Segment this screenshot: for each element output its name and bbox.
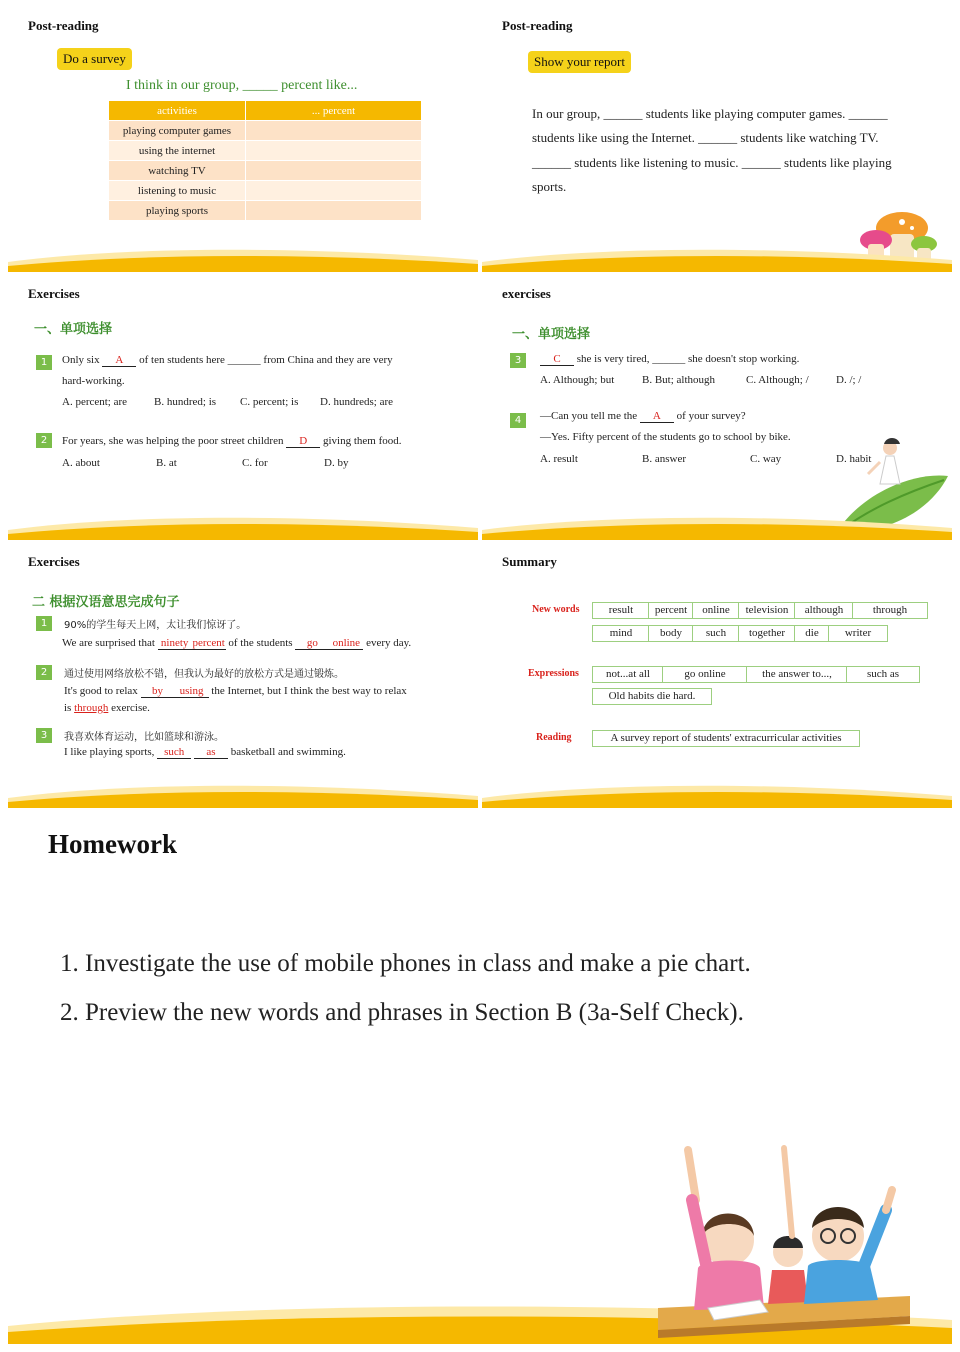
question-3-line: C she is very tired, ______ she doesn't stop working.	[540, 353, 799, 366]
option[interactable]: A. result	[540, 453, 578, 465]
answer-blank: as	[194, 746, 228, 759]
slide-title: Post-reading	[28, 18, 99, 33]
option[interactable]: D. hundreds; are	[320, 396, 394, 408]
sentence-3-english: I like playing sports, such as basketball and swimming.	[64, 746, 346, 758]
show-your-report-button[interactable]: Show your report	[528, 51, 631, 73]
homework-title: Homework	[48, 829, 177, 859]
question-1-line: Only six A of ten students here ______ from China and they are very	[62, 354, 393, 366]
question-2-line: For years, she was helping the poor street children D giving them food.	[62, 435, 402, 447]
yellow-wave-footer	[482, 510, 952, 540]
sentence-2-english: It's good to relax by using the Internet, but I think the best way to relax	[64, 685, 407, 697]
word-box: die	[794, 625, 830, 642]
slide-post-reading-survey	[8, 8, 478, 272]
table-row: listening to music	[109, 181, 246, 201]
report-line: ______ students like listening to music. ______ students like playing	[532, 155, 892, 170]
homework-item: 2. Preview the new words and phrases in Section B (3a-Self Check).	[60, 999, 744, 1026]
expression-box: such as	[846, 666, 920, 683]
sentence-2-english-line2: is through exercise.	[64, 702, 150, 714]
option[interactable]: B. But; although	[642, 374, 716, 386]
word-box: online	[692, 602, 740, 619]
option[interactable]: C. Although; /	[746, 374, 809, 386]
answer-blank: through	[74, 702, 109, 714]
table-header: activities	[109, 101, 246, 121]
section-heading: 一、单项选择	[512, 327, 591, 342]
sentence-number: 2	[36, 665, 52, 680]
sentence-3-chinese: 我喜欢体育运动，比如篮球和游泳。	[64, 732, 224, 743]
slide-exercises-2	[482, 276, 952, 540]
answer-blank: online	[329, 637, 363, 650]
expression-box: the answer to...,	[746, 666, 848, 683]
yellow-wave-footer	[482, 778, 952, 808]
option[interactable]: A. percent; are	[62, 396, 128, 408]
sentence-number: 1	[36, 616, 52, 631]
answer-blank: ninety	[158, 637, 192, 650]
option[interactable]: D. by	[324, 457, 349, 469]
word-box: through	[852, 602, 928, 619]
do-a-survey-button[interactable]: Do a survey	[57, 48, 132, 70]
table-row: playing computer games	[109, 121, 246, 141]
option[interactable]: B. at	[156, 457, 177, 469]
word-box: body	[648, 625, 694, 642]
answer-blank: percent	[192, 637, 225, 649]
slide-summary	[482, 544, 952, 808]
answer-blank: using	[175, 685, 209, 698]
survey-table	[108, 100, 422, 221]
percent-cell[interactable]	[246, 161, 422, 181]
percent-cell[interactable]	[246, 121, 422, 141]
slide-exercises-3	[8, 544, 478, 808]
option[interactable]: B. hundred; is	[154, 396, 217, 408]
yellow-wave-footer	[8, 242, 478, 272]
slide-post-reading-report	[482, 8, 952, 272]
option[interactable]: C. percent; is	[240, 396, 299, 408]
word-box: mind	[592, 625, 650, 642]
question-number: 2	[36, 433, 52, 448]
table-header: ... percent	[246, 101, 422, 121]
percent-cell[interactable]	[246, 201, 422, 221]
word-box: together	[738, 625, 796, 642]
answer-blank: A	[640, 410, 674, 423]
section-heading: 二 根据汉语意思完成句子	[32, 595, 180, 610]
expressions-label: Expressions	[528, 668, 579, 679]
question-number: 1	[36, 355, 52, 370]
option[interactable]: B. answer	[642, 453, 686, 465]
expression-box: Old habits die hard.	[592, 688, 712, 705]
answer-blank: A	[102, 354, 136, 367]
question-4-line2: —Yes. Fifty percent of the students go to school by bike.	[540, 431, 791, 443]
answer-blank: by	[141, 685, 175, 698]
slide-exercises-1	[8, 276, 478, 540]
slide-title: Post-reading	[502, 18, 573, 33]
answer-blank: go	[295, 637, 329, 650]
word-box: writer	[828, 625, 888, 642]
option[interactable]: D. habit	[836, 453, 872, 465]
option[interactable]: D. /; /	[836, 374, 862, 386]
section-heading: 一、单项选择	[34, 322, 113, 337]
table-row: playing sports	[109, 201, 246, 221]
sentence-number: 3	[36, 728, 52, 743]
table-row: using the internet	[109, 141, 246, 161]
word-box: result	[592, 602, 650, 619]
expression-box: not...at all	[592, 666, 664, 683]
slide-title: Exercises	[28, 286, 80, 301]
question-1-line2: hard-working.	[62, 375, 125, 387]
word-box: percent	[648, 602, 694, 619]
report-line: sports.	[532, 179, 567, 194]
word-box: television	[738, 602, 796, 619]
answer-blank: C	[540, 353, 574, 366]
question-number: 4	[510, 413, 526, 428]
yellow-wave-footer	[482, 242, 952, 272]
reading-box: A survey report of students' extracurricular activities	[592, 730, 860, 747]
students-raising-hands-illustration	[648, 1140, 918, 1340]
option[interactable]: C. for	[242, 457, 268, 469]
word-box: such	[692, 625, 740, 642]
percent-cell[interactable]	[246, 141, 422, 161]
slide-title: Exercises	[28, 554, 80, 569]
option[interactable]: C. way	[750, 453, 782, 465]
slide-title: Summary	[502, 554, 557, 569]
yellow-wave-footer	[8, 510, 478, 540]
new-words-label: New words	[532, 604, 580, 615]
sentence-1-chinese: 90%的学生每天上网，太让我们惊讶了。	[64, 620, 247, 631]
question-4-line: —Can you tell me the A of your survey?	[540, 410, 746, 422]
percent-cell[interactable]	[246, 181, 422, 201]
homework-item: 1. Investigate the use of mobile phones in class and make a pie chart.	[60, 950, 751, 977]
report-line: In our group, ______ students like playing computer games. ______	[532, 106, 888, 121]
question-number: 3	[510, 353, 526, 368]
yellow-wave-footer	[8, 778, 478, 808]
answer-blank: D	[286, 435, 320, 448]
sentence-1-english: We are surprised that ninety percent of the students go online every day.	[62, 637, 412, 649]
answer-blank: such	[157, 746, 191, 759]
slide-title: exercises	[502, 286, 551, 301]
table-row: watching TV	[109, 161, 246, 181]
reading-label: Reading	[536, 732, 572, 743]
option[interactable]: A. about	[62, 457, 100, 469]
word-box: although	[794, 602, 854, 619]
expression-box: go online	[662, 666, 748, 683]
report-line: students like using the Internet. ______ students like watching TV.	[532, 130, 879, 145]
survey-prompt: I think in our group, _____ percent like...	[126, 78, 358, 93]
sentence-2-chinese: 通过使用网络放松不错，但我认为最好的放松方式是通过锻炼。	[64, 669, 344, 680]
option[interactable]: A. Although; but	[540, 374, 615, 386]
